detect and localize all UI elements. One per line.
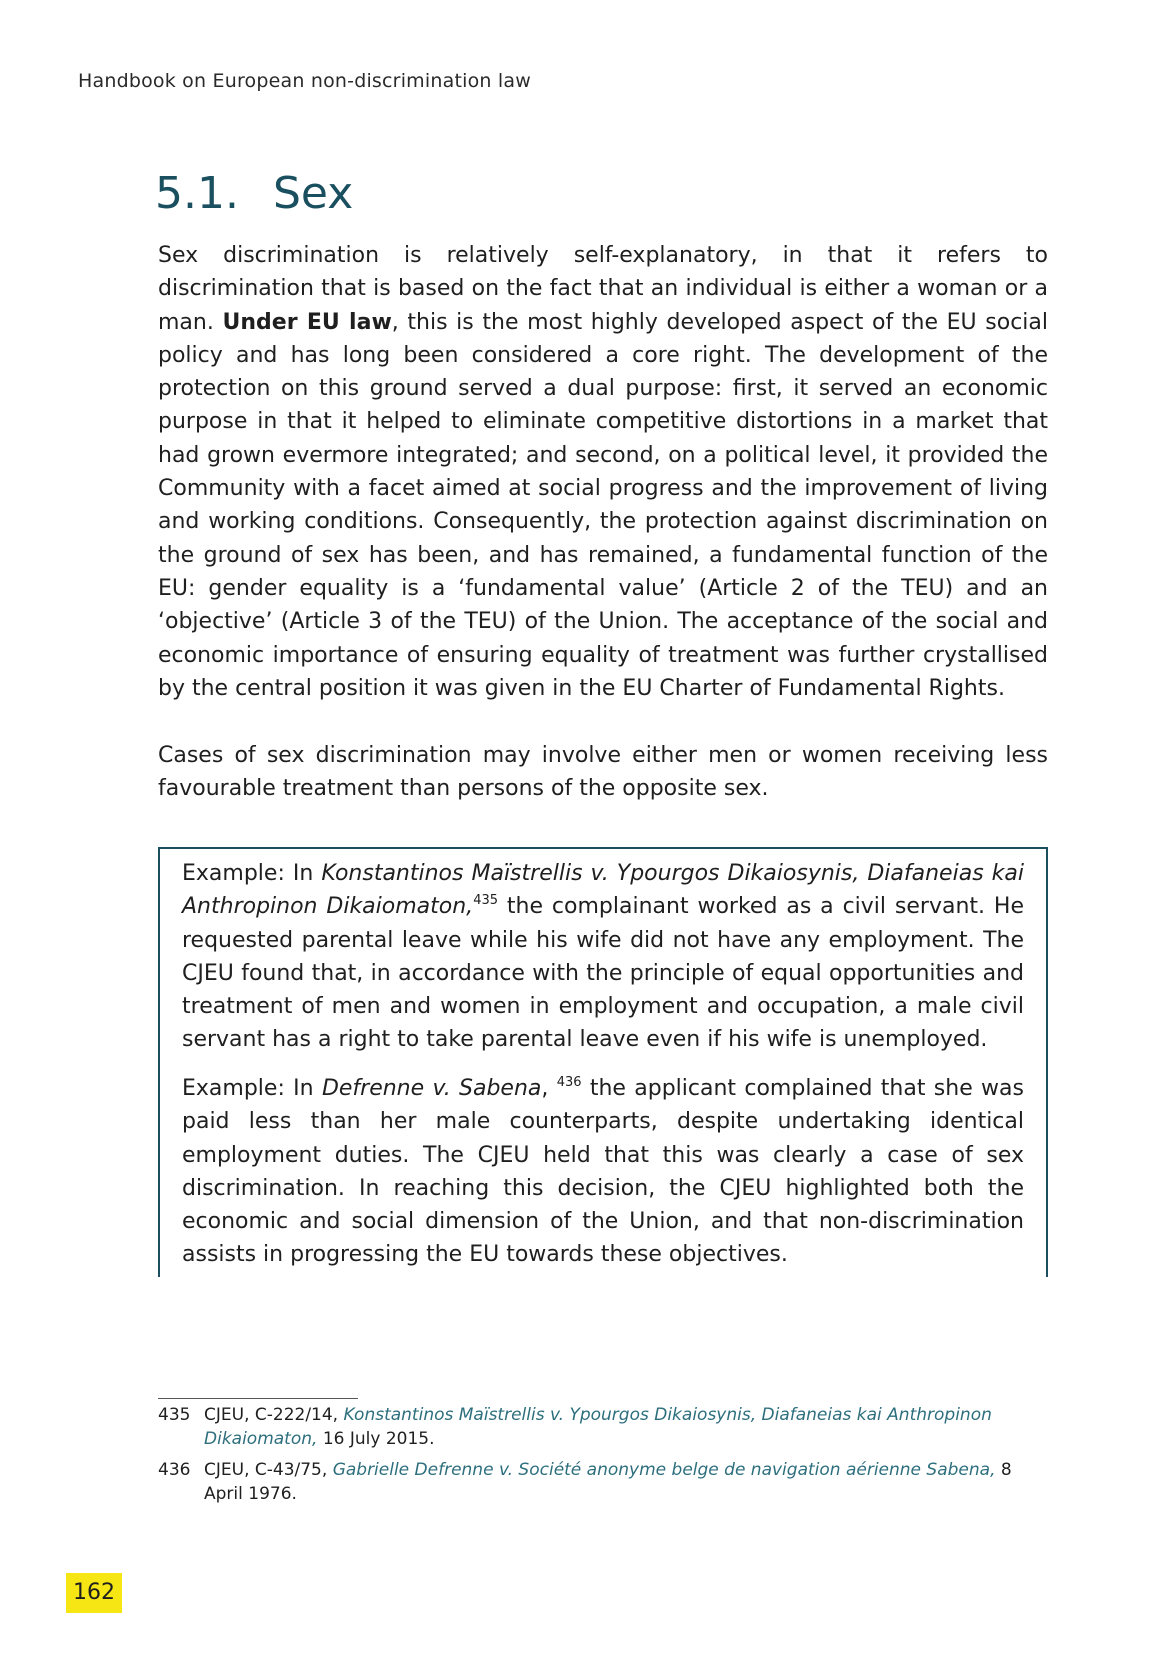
section-number: 5.1.: [155, 168, 239, 219]
body-paragraph-2: Cases of sex discrimination may involve either men or women receiving less favourable treatment than persons of the opposite sex.: [158, 743, 1048, 802]
footnote-divider: [158, 1398, 358, 1399]
example-text: the applicant complained that she was paid less than her male counterparts, despite undertaking identical employment duties. The CJEU held that this was clearly a case of sex discrimination. In reaching this decision, the CJEU highlighted both the economic and social dimension of the Union, and that non-discrimination assists in progressing the EU towards these objectives.: [182, 1076, 1024, 1268]
case-link[interactable]: Gabrielle Defrenne v. Société anonyme belge de navigation aérienne Sabena,: [332, 1460, 996, 1480]
footnote-date: 16 July 2015.: [317, 1429, 435, 1449]
example-2: [182, 1072, 1024, 1272]
case-name: Konstantinos Maïstrellis v. Ypourgos Dikaiosynis, Diafaneias kai Anthropinon Dikaiomaton,: [182, 861, 1024, 920]
paragraph-text: Sex discrimination is relatively self-explanatory, in that it refers to discrimination that is based on the fact that an individual is either a woman or a man.: [158, 243, 1048, 335]
body-paragraph-1: [158, 239, 1048, 705]
footnote-436: [158, 1458, 1048, 1506]
footnote-number: 436: [158, 1460, 191, 1480]
case-name: Defrenne v. Sabena: [321, 1076, 542, 1101]
paragraph-text: , this is the most highly developed aspect of the EU social policy and has long been considered a core right. The development of the protection on this ground served a dual purpose: first, it served an economic purpose in that it helped to eliminate competitive distortions in a market that had grown evermore integrated; and second, on a political level, it provided the Community with a facet aimed at social progress and the improvement of living and working conditions. Consequently, the protection against discrimination on the ground of sex has been, and has remained, a fundamental function of the EU: gender equality is a ‘fundamental value’ (Article 2 of the TEU) and an ‘objective’ (Article 3 of the TEU) of the Union. The acceptance of the social and economic importance of ensuring equality of treatment was further crystallised by the central position it was given in the EU Charter of Fundamental Rights.: [158, 309, 1049, 701]
footnote-number: 435: [158, 1405, 191, 1425]
page-number: 162: [66, 1573, 122, 1613]
example-intro: Example: In: [182, 861, 322, 886]
case-link[interactable]: Konstantinos Maïstrellis v. Ypourgos Dikaiosynis, Diafaneias kai Anthropinon Dikaiomaton,: [204, 1405, 992, 1449]
example-separator: ,: [541, 1076, 557, 1101]
example-1: [182, 857, 1024, 1057]
footnote-date: 8 April 1976.: [204, 1460, 1012, 1504]
example-box: [158, 847, 1048, 1277]
footnote-ref-436[interactable]: 436: [556, 1075, 582, 1090]
footnote-prefix: CJEU, C-43/75,: [204, 1460, 333, 1480]
example-intro: Example: In: [182, 1076, 322, 1101]
running-header: Handbook on European non-discrimination law: [78, 70, 531, 92]
footnote-ref-435[interactable]: 435: [473, 893, 499, 909]
footnote-body: [204, 1458, 1048, 1506]
footnote-body: [204, 1403, 1048, 1451]
footnote-435: [158, 1403, 1048, 1451]
section-title: Sex: [273, 168, 354, 219]
section-heading: [155, 168, 354, 219]
bold-phrase: Under EU law: [222, 309, 392, 335]
example-text: the complainant worked as a civil servant. He requested parental leave while his wife did not have any employment. The CJEU found that, in accordance with the principle of equal opportunities and treatment of men and women in employment and occupation, a male civil servant has a right to take parental leave even if his wife is unemployed.: [182, 894, 1025, 1053]
footnote-prefix: CJEU, C-222/14,: [204, 1405, 344, 1425]
